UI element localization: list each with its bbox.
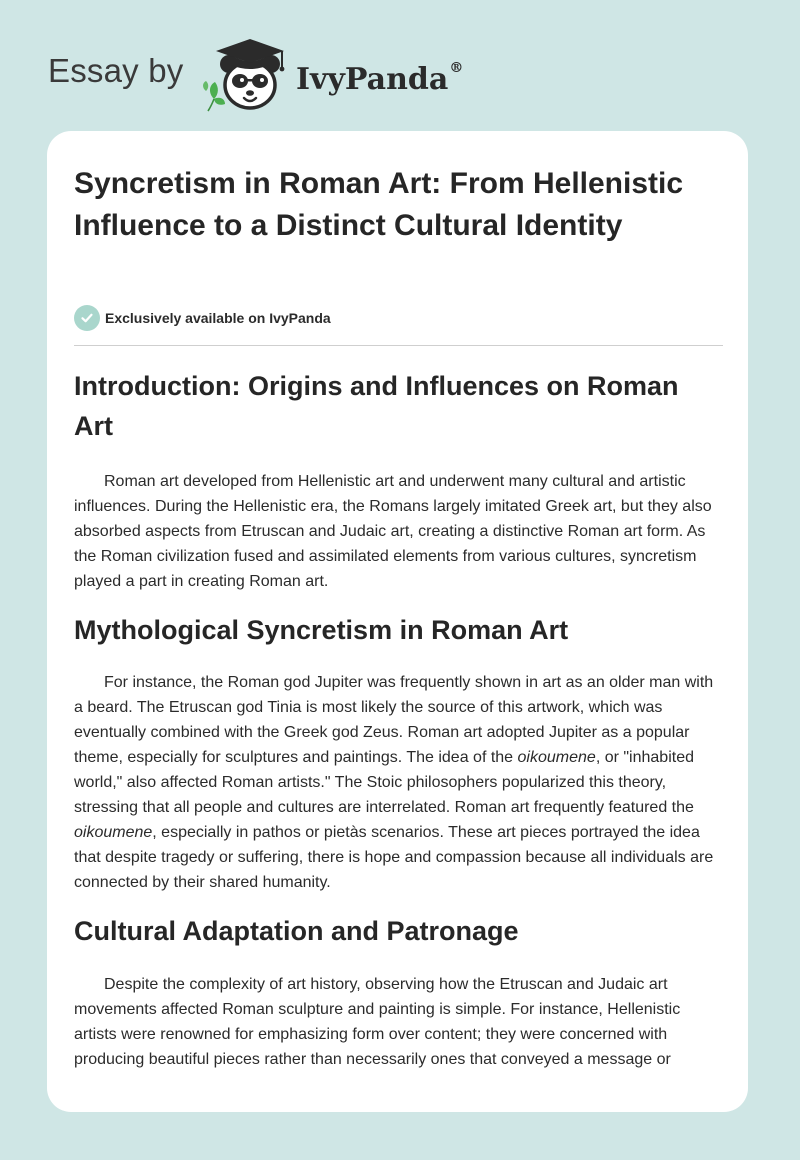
essay-card <box>47 131 748 1112</box>
paragraph-introduction <box>74 469 726 594</box>
essay-title: Syncretism in Roman Art: From Hellenistic Influence to a Distinct Cultural Identity <box>74 167 684 242</box>
paragraph-text: Roman art developed from Hellenistic art and underwent many cultural and artistic influences. During the Hellenistic era, the Romans largely imitated Greek art, but they also absorbed aspects from Etruscan and Judaic art, creating a distinctive Roman art form. As the Roman civilization fused and assimilated elements from various cultures, syncretism played a part in creating Roman art. <box>74 473 712 590</box>
paragraph-cultural-adaptation <box>74 972 726 1072</box>
section-heading-introduction: Introduction: Origins and Influences on Roman Art <box>74 371 679 441</box>
paragraph-text: For instance, the Roman god Jupiter was frequently shown in art as an older man with a beard. The Etruscan god Tinia is most likely the source of this artwork, which was eventually combined with the Greek god Zeus. Roman art adopted Jupiter as a popular theme, especially for sculptures and paintings. The idea of the <box>74 674 714 766</box>
check-circle-icon <box>74 305 100 331</box>
paragraph-text: Despite the complexity of art history, observing how the Etruscan and Judaic art movements affected Roman sculpture and painting is simple. For instance, Hellenistic artists were renowned for emphasizing form over content; they were concerned with producing beautiful pieces rather than necessarily ones that conveyed a message or <box>74 976 681 1068</box>
term-oikoumene: oikoumene <box>74 824 153 841</box>
brand-text: IvyPanda <box>296 62 449 97</box>
brand-name[interactable] <box>296 54 463 100</box>
exclusive-badge <box>74 305 331 331</box>
paragraph-mythological <box>74 670 726 895</box>
paragraph-text: , or "inhabited world," also affected Roman artists." The Stoic philosophers popularized this theory, stressing that all people and cultures are interrelated. Roman art frequently featured the <box>74 749 694 816</box>
exclusive-label: Exclusively available on IvyPanda <box>105 310 331 326</box>
term-oikoumene: oikoumene <box>517 749 596 766</box>
registered-mark: ® <box>449 60 464 76</box>
essay-by-label: Essay by <box>48 52 184 89</box>
paragraph-text: , especially in pathos or pietàs scenarios. These art pieces portrayed the idea that despite tragedy or suffering, there is hope and compassion because all individuals are connected by their shared humanity. <box>74 824 714 891</box>
section-heading-cultural-adaptation: Cultural Adaptation and Patronage <box>74 916 519 946</box>
ivy-leaf-icon <box>203 81 225 111</box>
ivypanda-logo-icon[interactable] <box>200 33 292 113</box>
section-heading-mythological: Mythological Syncretism in Roman Art <box>74 615 569 645</box>
title-divider <box>74 345 723 346</box>
site-header <box>0 0 800 130</box>
